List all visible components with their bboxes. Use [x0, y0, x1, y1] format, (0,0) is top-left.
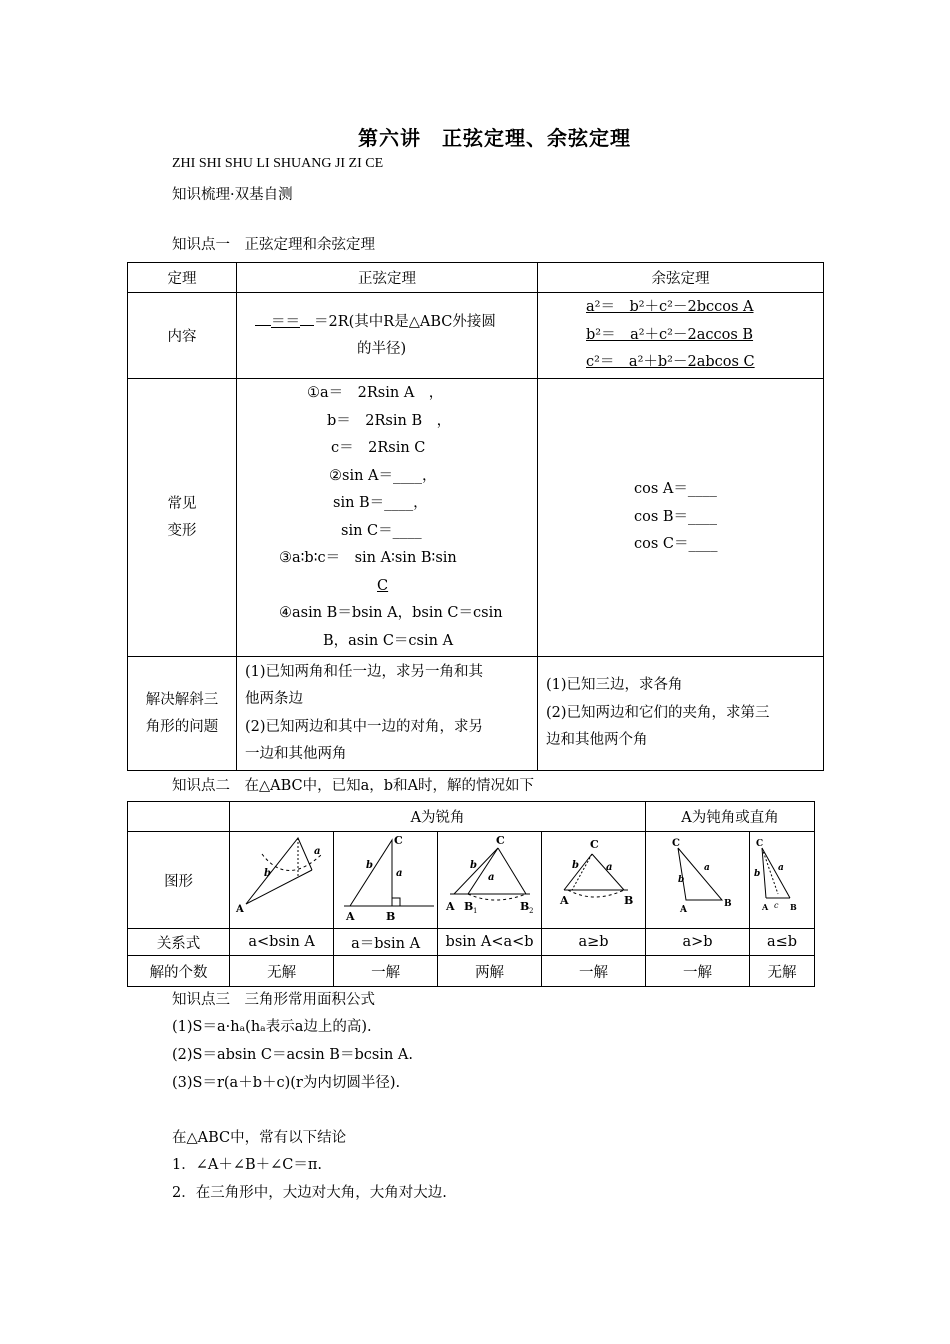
conclusion-title: 在△ABC中，常有以下结论	[172, 1130, 347, 1146]
figure-obtuse-no-solution	[750, 832, 815, 929]
svg-text:a: a	[605, 862, 613, 873]
svg-text:A: A	[559, 894, 569, 907]
header-sine: 正弦定理	[237, 263, 538, 293]
count-cell: 两解	[438, 956, 542, 987]
svg-text:B: B	[790, 902, 797, 912]
cosine-content: a²＝ b²＋c²－2bccos A b²＝ a²＋c²－2accos B c²＝ a²＋b²－2abcos C	[538, 293, 824, 379]
figure-one-solution-right	[334, 832, 438, 929]
relation-row-label: 关系式	[128, 929, 230, 956]
svg-text:b: b	[469, 860, 477, 871]
relation-cell: bsin A<a<b	[438, 929, 542, 956]
relation-cell: a<bsin A	[230, 929, 334, 956]
header-cosine: 余弦定理	[538, 263, 824, 293]
cosine-variants: cos A＝____ cos B＝____ cos C＝____	[538, 379, 824, 657]
kp1-heading: 知识点一 正弦定理和余弦定理	[172, 237, 375, 253]
svg-text:c: c	[774, 901, 779, 910]
area-formula-2: (2)S＝absin C＝acsin B＝bcsin A.	[172, 1047, 413, 1063]
svg-text:B: B	[623, 894, 633, 907]
svg-text:a: a	[778, 863, 784, 873]
svg-text:C: C	[589, 838, 599, 851]
svg-text:1: 1	[472, 907, 478, 915]
kp2-heading: 知识点二 在△ABC中，已知a，b和A时，解的情况如下	[172, 778, 535, 794]
svg-text:C: C	[671, 838, 680, 849]
svg-text:b: b	[677, 875, 684, 885]
svg-text:C: C	[393, 834, 403, 847]
relation-cell: a≥b	[542, 929, 646, 956]
figure-one-solution-a-ge-b	[542, 832, 646, 929]
figure-row-label: 图形	[128, 832, 230, 929]
svg-text:a: a	[487, 872, 495, 883]
row-content-label: 内容	[128, 293, 237, 379]
acute-header: A为锐角	[230, 802, 646, 832]
svg-text:B: B	[463, 900, 473, 913]
count-cell: 一解	[334, 956, 438, 987]
svg-text:b: b	[571, 860, 579, 871]
count-cell: 一解	[542, 956, 646, 987]
count-row-label: 解的个数	[128, 956, 230, 987]
conclusion-2: 2．在三角形中，大边对大角，大角对大边.	[172, 1185, 447, 1201]
svg-text:C: C	[756, 839, 764, 849]
figure-no-solution	[230, 832, 334, 929]
kp3-heading: 知识点三 三角形常用面积公式	[172, 992, 375, 1008]
svg-text:b: b	[263, 868, 271, 879]
count-cell: 无解	[750, 956, 815, 987]
relation-cell: a＝bsin A	[334, 929, 438, 956]
svg-text:B: B	[723, 899, 732, 909]
relation-cell: a≤b	[750, 929, 815, 956]
figure-two-solutions	[438, 832, 542, 929]
row-problems-label: 解决解斜三 角形的问题	[128, 657, 237, 771]
svg-text:b: b	[365, 860, 373, 871]
svg-text:B: B	[519, 900, 529, 913]
svg-text:a: a	[395, 868, 403, 879]
svg-text:A: A	[762, 902, 769, 912]
svg-text:A: A	[445, 900, 455, 913]
area-formula-3: (3)S＝r(a＋b＋c)(r为内切圆半径).	[172, 1075, 401, 1091]
page-title: 第六讲 正弦定理、余弦定理	[358, 126, 631, 150]
svg-text:b: b	[754, 869, 761, 879]
pinyin-heading: ZHI SHI SHU LI SHUANG JI ZI CE	[172, 156, 384, 171]
svg-text:a: a	[703, 863, 710, 873]
sine-content: ＝＝ ＝2R(其中R是△ABC外接圆 的半径)	[237, 293, 538, 379]
theorem-table	[127, 262, 824, 771]
svg-text:C: C	[495, 834, 505, 847]
solution-cases-table	[127, 801, 815, 987]
sine-problems: (1)已知两角和任一边，求另一角和其 他两条边 (2)已知两边和其中一边的对角，求另 一边和其他两角	[237, 657, 538, 771]
area-formula-1: (1)S＝a·hₐ(hₐ表示a边上的高).	[172, 1019, 372, 1035]
count-cell: 一解	[646, 956, 750, 987]
svg-text:a: a	[313, 846, 321, 857]
sine-variants: ①a＝ 2Rsin A ， b＝ 2Rsin B ， c＝ 2Rsin C ②sin A＝____， sin B＝____， sin C＝____ ③a∶b∶c＝ sin A∶sin B∶sin C ④asin B＝bsin A，bsin C＝csin B，asin C＝csin A	[237, 379, 538, 657]
row-variants-label: 常见 变形	[128, 379, 237, 657]
svg-text:A: A	[345, 910, 355, 923]
conclusion-1: 1．∠A＋∠B＋∠C＝π.	[172, 1157, 323, 1173]
header-theorem: 定理	[128, 263, 237, 293]
svg-text:2: 2	[528, 907, 534, 915]
svg-text:B: B	[385, 910, 395, 923]
svg-text:A: A	[679, 905, 687, 915]
count-cell: 无解	[230, 956, 334, 987]
section-heading: 知识梳理·双基自测	[172, 187, 293, 203]
cosine-problems: (1)已知三边，求各角 (2)已知两边和它们的夹角，求第三 边和其他两个角	[538, 657, 824, 771]
svg-text:A: A	[235, 904, 244, 915]
relation-cell: a>b	[646, 929, 750, 956]
obtuse-header: A为钝角或直角	[646, 802, 815, 832]
figure-obtuse-one-solution	[646, 832, 750, 929]
